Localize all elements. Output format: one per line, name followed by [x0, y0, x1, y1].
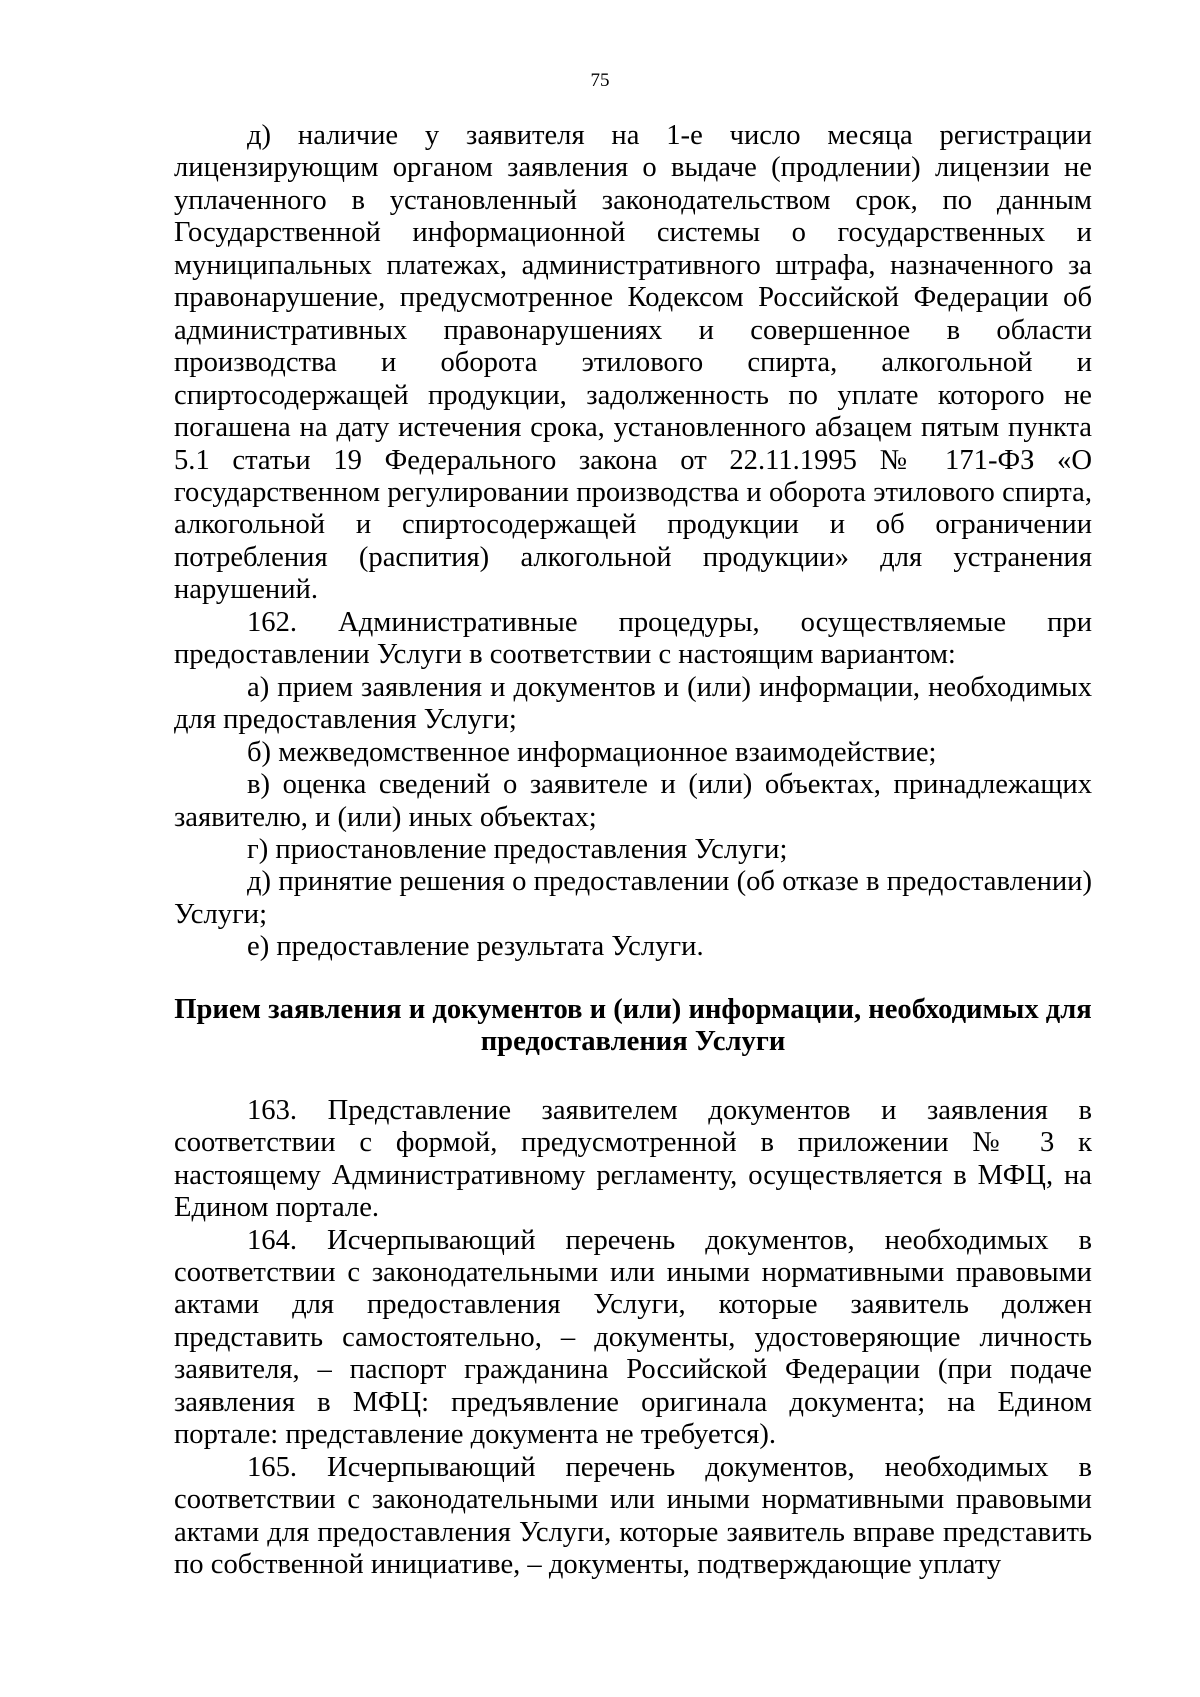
page-number: 75	[590, 70, 610, 91]
document-body	[174, 120, 1092, 1581]
section-heading	[174, 994, 1092, 1059]
list-item-a: а) прием заявления и документов и (или) информации, необходимых для предоставления Услуги;	[174, 671, 1092, 736]
paragraph-163: 163. Представление заявителем документов и заявления в соответствии с формой, предусмотренной в приложении № 3 к настоящему Административному регламенту, осуществляется в МФЦ, на Едином портале.	[174, 1094, 1092, 1224]
list-item-e: е) предоставление результата Услуги.	[247, 931, 704, 963]
paragraph-162: 162. Административные процедуры, осуществляемые при предоставлении Услуги в соответствии с настоящим вариантом:	[174, 606, 1092, 671]
list-item-b: б) межведомственное информационное взаимодействие;	[247, 736, 937, 768]
list-item-g: г) приостановление предоставления Услуги;	[247, 833, 788, 865]
section-heading-line-2: предоставления Услуги	[480, 1026, 786, 1058]
list-item-d: д) принятие решения о предоставлении (об отказе в предоставлении) Услуги;	[174, 866, 1092, 930]
list-item-v: в) оценка сведений о заявителе и (или) объектах, принадлежащих заявителю, и (или) иных объектах;	[174, 769, 1092, 833]
section-heading-line-1: Прием заявления и документов и (или) информации, необходимых для	[174, 993, 1092, 1025]
paragraph-item-d-fine: д) наличие у заявителя на 1-е число месяца регистрации лицензирующим органом заявления о выдаче (продлении) лицензии не уплаченного в установленный законодательством срок, по данным Государственной информационной системы о государственных и муниципальных платежах, административного штрафа, назначенного за правонарушение, предусмотренное Кодексом Российской Федерации об административных правонарушениях и совершенное в области производства и оборота этилового спирта, алкогольной и спиртосодержащей продукции, задолженность по уплате которого не погашена на дату истечения срока, установленного абзацем пятым пункта 5.1 статьи 19 Федерального закона от 22.11.1995 № 171-ФЗ «О государственном регулировании производства и оборота этилового спирта, алкогольной и спиртосодержащей продукции и об ограничении потребления (распития) алкогольной продукции» для устранения нарушений.	[174, 120, 1092, 606]
paragraph-165: 165. Исчерпывающий перечень документов, необходимых в соответствии с законодательными или иными нормативными правовыми актами для предоставления Услуги, которые заявитель вправе представить по собственной инициативе, – документы, подтверждающие уплату	[174, 1451, 1092, 1581]
paragraph-164: 164. Исчерпывающий перечень документов, необходимых в соответствии с законодательными или иными нормативными правовыми актами для предоставления Услуги, которые заявитель должен представить самостоятельно, – документы, удостоверяющие личность заявителя, – паспорт гражданина Российской Федерации (при подаче заявления в МФЦ: предъявление оригинала документа; на Едином портале: представление документа не требуется).	[174, 1224, 1092, 1451]
